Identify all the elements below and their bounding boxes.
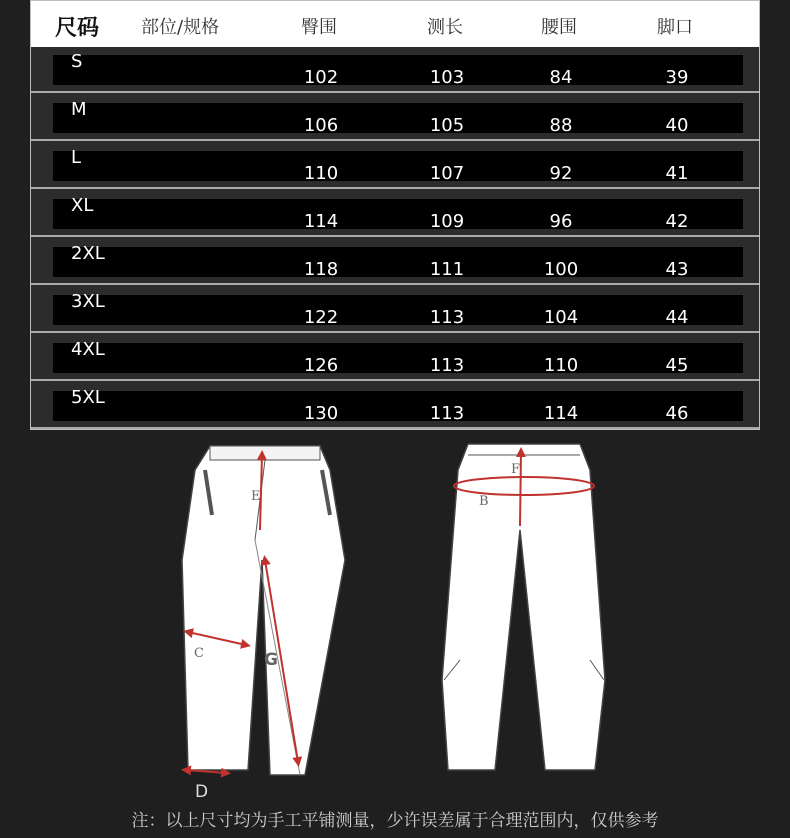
cell-waist: 88 (549, 115, 573, 136)
measure-f-line (520, 452, 521, 526)
cell-hip: 130 (303, 403, 339, 424)
front-pants-drawing (182, 446, 345, 802)
size-label: 2XL (71, 243, 105, 264)
cell-hip: 114 (303, 211, 339, 232)
cell-waist: 100 (543, 259, 579, 280)
cell-hip: 102 (303, 67, 339, 88)
table-row (31, 239, 759, 285)
cell-length: 107 (429, 163, 465, 184)
header-leg-opening: 脚口 (657, 17, 693, 38)
cell-leg-opening: 46 (665, 403, 689, 424)
cell-hip: 110 (303, 163, 339, 184)
cell-length: 113 (429, 307, 465, 328)
cell-waist: 92 (549, 163, 573, 184)
measurement-note: 注：以上尺寸均为手工平铺测量，少许误差属于合理范围内，仅供参考 (131, 811, 659, 831)
cell-hip: 118 (303, 259, 339, 280)
cell-length: 111 (429, 259, 465, 280)
cell-leg-opening: 43 (665, 259, 689, 280)
cell-length: 113 (429, 403, 465, 424)
size-label: 5XL (71, 387, 105, 408)
cell-length: 103 (429, 67, 465, 88)
cell-leg-opening: 40 (665, 115, 689, 136)
table-row (31, 47, 759, 93)
header-size: 尺码 (55, 16, 100, 41)
cell-leg-opening: 42 (665, 211, 689, 232)
table-row (31, 287, 759, 333)
table-row (31, 191, 759, 237)
table-row (31, 383, 759, 429)
label-c: C (194, 646, 204, 661)
size-table (30, 0, 760, 430)
header-hip: 臀围 (301, 17, 337, 38)
cell-leg-opening: 41 (665, 163, 689, 184)
cell-leg-opening: 39 (665, 67, 689, 88)
table-row (31, 143, 759, 189)
label-g: G (264, 650, 278, 670)
size-label: 3XL (71, 291, 105, 312)
size-label: S (71, 51, 83, 72)
size-label: XL (71, 195, 94, 216)
table-row (31, 335, 759, 381)
size-label: M (71, 99, 87, 120)
cell-leg-opening: 44 (665, 307, 689, 328)
cell-waist: 84 (549, 67, 573, 88)
cell-waist: 114 (543, 403, 579, 424)
table-header (31, 1, 759, 47)
cell-length: 109 (429, 211, 465, 232)
cell-hip: 106 (303, 115, 339, 136)
size-label: 4XL (71, 339, 105, 360)
cell-waist: 96 (549, 211, 573, 232)
cell-waist: 104 (543, 307, 579, 328)
size-label: L (71, 147, 82, 168)
cell-hip: 122 (303, 307, 339, 328)
table-row (31, 95, 759, 141)
back-pants-drawing (442, 444, 605, 770)
label-b: B (479, 494, 489, 509)
cell-leg-opening: 45 (665, 355, 689, 376)
cell-waist: 110 (543, 355, 579, 376)
label-d: D (195, 782, 209, 802)
header-waist: 腰围 (541, 17, 577, 38)
measurement-diagram (0, 436, 790, 806)
cell-length: 113 (429, 355, 465, 376)
label-e: E (251, 489, 261, 504)
cell-hip: 126 (303, 355, 339, 376)
header-spec: 部位/规格 (141, 17, 220, 38)
cell-length: 105 (429, 115, 465, 136)
label-f: F (511, 462, 521, 477)
header-length: 测长 (427, 17, 463, 38)
